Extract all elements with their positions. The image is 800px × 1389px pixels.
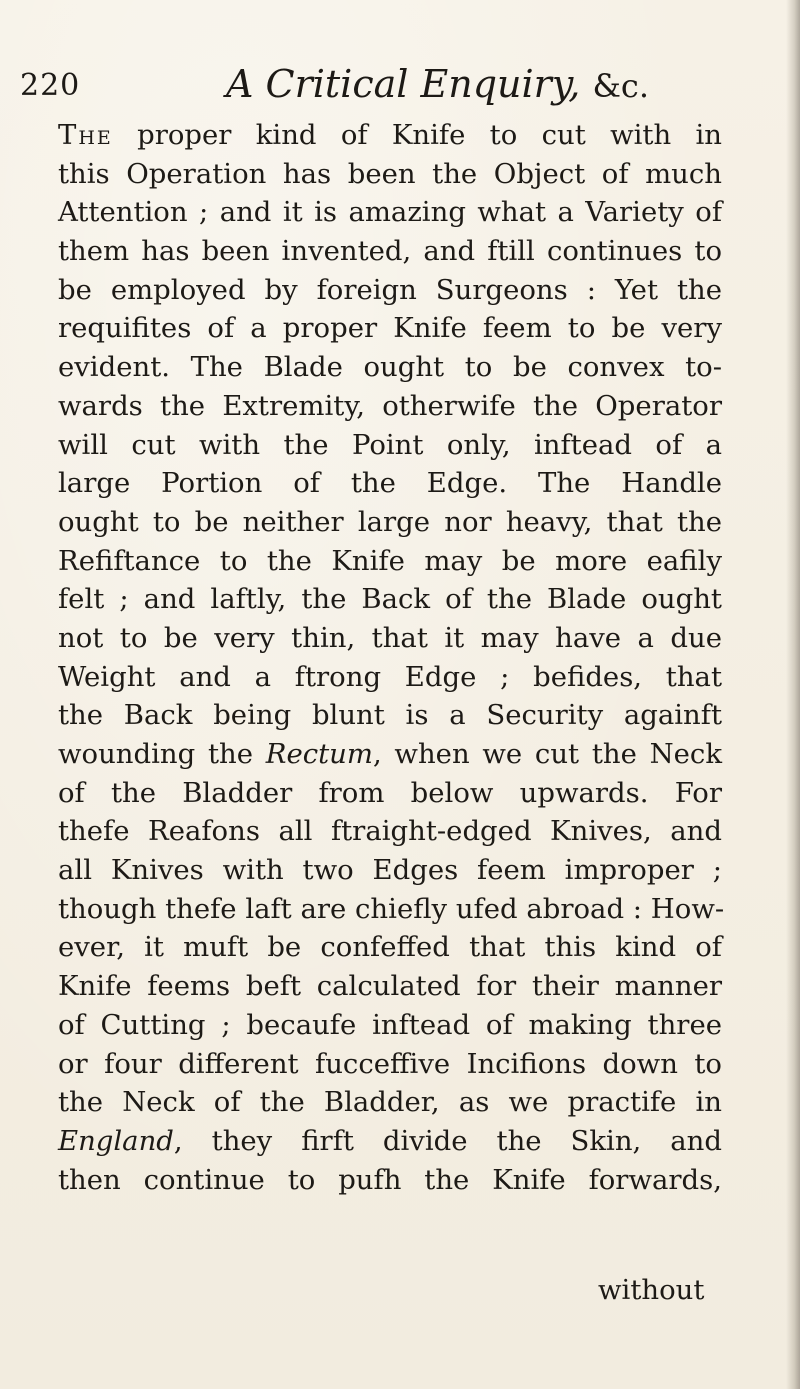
emphasis-span: England bbox=[58, 1124, 174, 1157]
text-line: felt ; and laftly, the Back of the Blade ought bbox=[58, 583, 722, 616]
text-line: thefe Reafons all ftraight-edged Knives, and bbox=[58, 815, 722, 848]
running-head-etc: &c. bbox=[592, 67, 650, 105]
page-header bbox=[0, 62, 800, 118]
text-line: of Cutting ; becaufe inftead of making three bbox=[58, 1008, 722, 1041]
text-line: requifites of a proper Knife feem to be very bbox=[58, 312, 722, 345]
text-line: not to be very thin, that it may have a due bbox=[58, 621, 722, 654]
text-line: evident. The Blade ought to be convex to- bbox=[58, 351, 722, 384]
text-line: Refiftance to the Knife may be more eafily bbox=[58, 544, 722, 577]
running-head-title: A Critical Enquiry, bbox=[226, 62, 581, 106]
text-line: The proper kind of Knife to cut with in bbox=[58, 119, 722, 151]
text-line: England, they firft divide the Skin, and bbox=[58, 1124, 722, 1157]
emphasis-span: Rectum bbox=[265, 738, 373, 770]
text-line: them has been invented, and ftill continues to bbox=[58, 235, 722, 268]
text-line: ought to be neither large nor heavy, that the bbox=[58, 505, 722, 538]
text-line: Knife feems beft calculated for their manner bbox=[58, 970, 722, 1003]
text-line: wounding the Rectum, when we cut the Neck bbox=[58, 738, 722, 770]
text-line: the Neck of the Bladder, as we practife in bbox=[58, 1086, 722, 1119]
text-line: all Knives with two Edges feem improper ; bbox=[58, 854, 722, 887]
text-line: of the Bladder from below upwards. For bbox=[58, 776, 722, 809]
text-line: or four different fucceffive Incifions down to bbox=[58, 1047, 722, 1080]
text-line: the Back being blunt is a Security againft bbox=[58, 699, 722, 732]
text-line: this Operation has been the Object of much bbox=[58, 157, 722, 190]
text-line: ever, it muft be confeffed that this kind of bbox=[58, 931, 722, 964]
catchword: without bbox=[598, 1274, 705, 1306]
page-number: 220 bbox=[20, 68, 81, 103]
text-line: wards the Extremity, otherwife the Operator bbox=[58, 389, 722, 422]
emphasis-span: The bbox=[58, 119, 113, 151]
text-line: Weight and a ftrong Edge ; befides, that bbox=[58, 660, 722, 693]
text-line: will cut with the Point only, inftead of a bbox=[58, 428, 722, 461]
text-line: be employed by foreign Surgeons : Yet the bbox=[58, 273, 722, 306]
running-head bbox=[226, 62, 649, 106]
body-text bbox=[58, 116, 725, 1199]
text-line: then continue to pufh the Knife forwards, bbox=[58, 1163, 722, 1196]
text-line: large Portion of the Edge. The Handle bbox=[58, 467, 722, 500]
text-line: though thefe laft are chiefly ufed abroad : How- bbox=[58, 892, 725, 925]
text-line: Attention ; and it is amazing what a Variety of bbox=[58, 196, 722, 229]
page-edge-shadow bbox=[786, 0, 800, 1389]
